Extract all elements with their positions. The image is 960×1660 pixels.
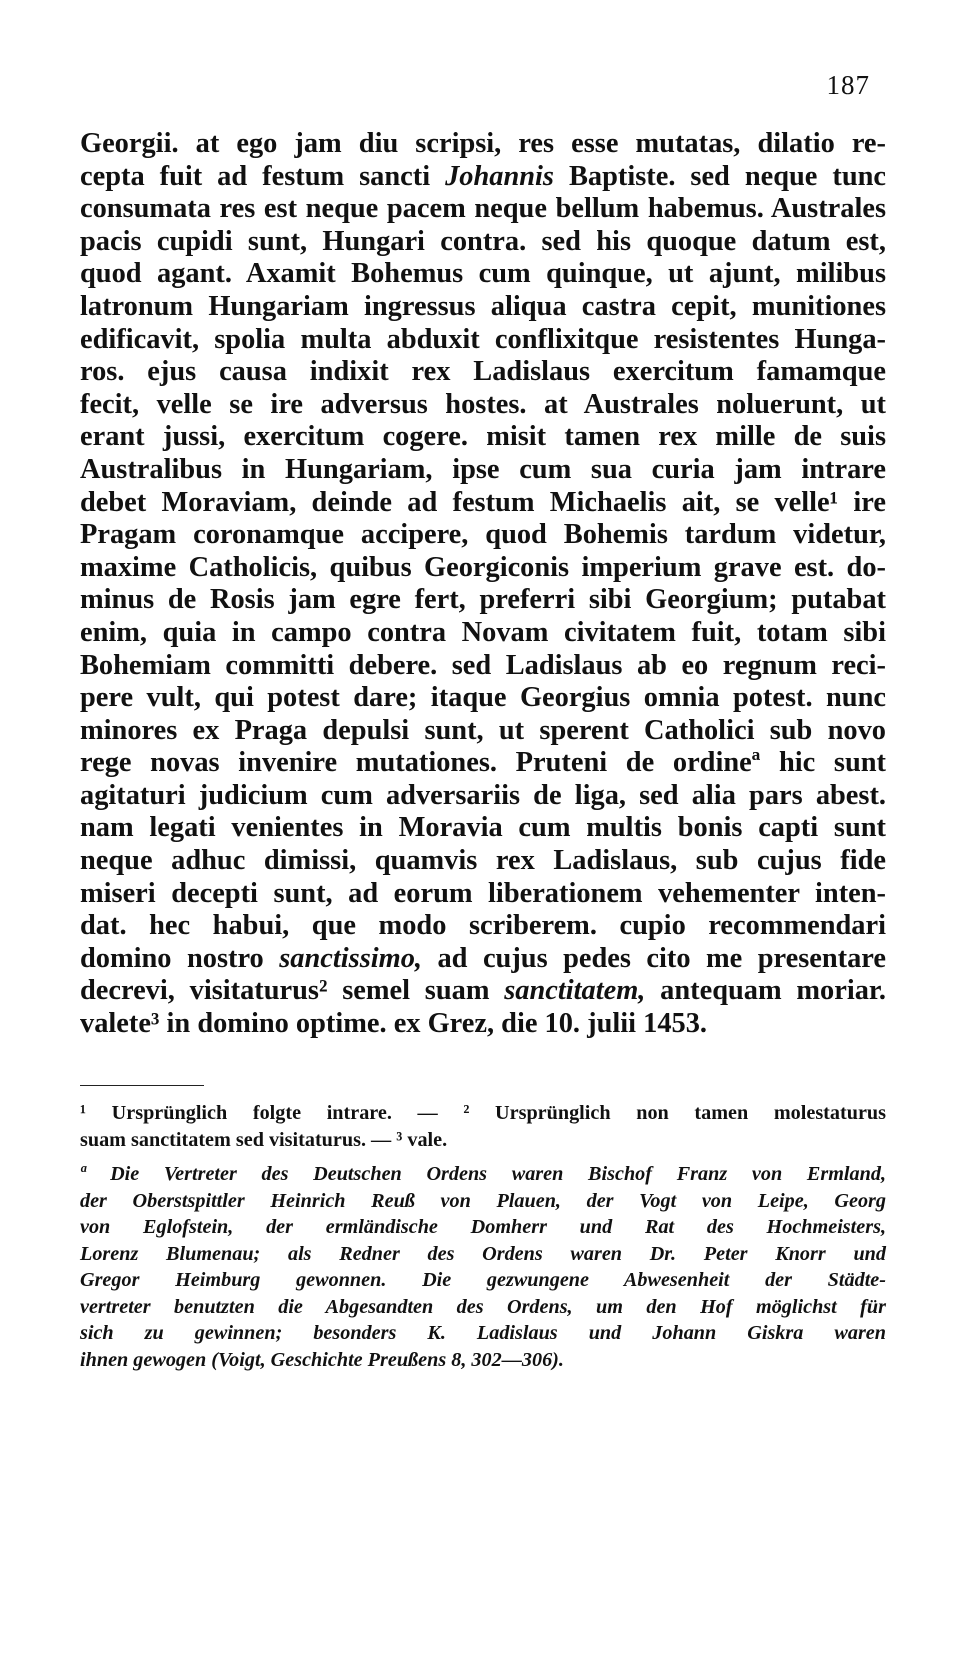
body-line: Pragam coronamque accipere, quod Bohemis tardum videtur, [80,519,886,551]
body-line: pacis cupidi sunt, Hungari contra. sed his quoque datum est, [80,225,886,257]
footnote-line: ¹ Ursprünglich folgte intrare. — ² Ursprünglich non tamen molestaturus [80,1102,886,1124]
body-line: minus de Rosis jam egre fert, preferri sibi Georgium; putabat [80,584,886,616]
body-line: valete³ in domino optime. ex Grez, die 10. julii 1453. [80,1008,708,1040]
body-line: latronum Hungariam ingressus aliqua castra cepit, munitiones [80,290,886,322]
footnote-line: Gregor Heimburg gewonnen. Die gezwungene Abwesenheit der Städte- [80,1269,886,1291]
body-line: debet Moraviam, deinde ad festum Michaelis ait, se velle¹ ire [80,486,886,518]
body-line: cepta fuit ad festum sancti Johannis Baptiste. sed neque tunc [80,160,886,192]
body-line: edificavit, spolia multa abduxit conflixitque resistentes Hunga- [80,323,886,355]
body-line: rege novas invenire mutationes. Pruteni de ordineª hic sunt [80,747,886,779]
footnote-line: sich zu gewinnen; besonders K. Ladislaus und Johann Giskra waren [80,1322,886,1344]
footnote-line: von Eglofstein, der ermländische Domherr und Rat des Hochmeisters, [80,1216,886,1238]
footnote-line: Lorenz Blumenau; als Redner des Ordens waren Dr. Peter Knorr und [80,1242,886,1265]
body-line: consumata res est neque pacem neque bellum habemus. Australes [80,193,886,225]
footnote-divider [80,1085,204,1086]
footnote-line: ihnen gewogen (Voigt, Geschichte Preußens 8, 302—306). [80,1348,564,1371]
body-line: ros. ejus causa indixit rex Ladislaus exercitum famamque [80,356,886,388]
body-line: miseri decepti sunt, ad eorum liberationem vehementer inten- [80,877,886,909]
body-line: domino nostro sanctissimo, ad cujus pedes cito me presentare [80,942,886,974]
lettered-footnote [80,1161,886,1373]
footnote-line: vertreter benutzten die Abgesandten des Ordens, um den Hof möglichst für [80,1295,886,1318]
page-number: 187 [826,70,870,100]
body-line: maxime Catholicis, quibus Georgiconis imperium grave est. do- [80,551,886,583]
body-line: fecit, velle se ire adversus hostes. at Australes noluerunt, ut [80,388,886,420]
body-line: nam legati venientes in Moravia cum multis bonis capti sunt [80,812,886,844]
footnotes [80,1100,886,1381]
body-line: minores ex Praga depulsi sunt, ut sperent Catholici sub novo [80,714,886,746]
body-line: quod agant. Axamit Bohemus cum quinque, ut ajunt, milibus [80,258,886,290]
body-line: erant jussi, exercitum cogere. misit tamen rex mille de suis [80,421,886,453]
body-line: Australibus in Hungariam, ipse cum sua curia jam intrare [80,453,886,485]
body-line: agitaturi judicium cum adversariis de liga, sed alia pars abest. [80,779,886,811]
body-line: Georgii. at ego jam diu scripsi, res esse mutatas, dilatio re- [80,128,886,159]
body-line: dat. hec habui, que modo scriberem. cupio recommendari [80,910,886,942]
body-text [80,128,886,1041]
body-line: Bohemiam committi debere. sed Ladislaus ab eo regnum reci- [80,649,886,681]
body-line: enim, quia in campo contra Novam civitatem fuit, totam sibi [80,616,886,648]
numbered-footnotes [80,1100,886,1153]
footnote-line: der Oberstspittler Heinrich Reuß von Plauen, der Vogt von Leipe, Georg [80,1189,886,1212]
body-line: pere vult, qui potest dare; itaque Georgius omnia potest. nunc [80,682,886,714]
footnote-line: ª Die Vertreter des Deutschen Ordens waren Bischof Franz von Ermland, [80,1163,886,1185]
footnote-line: suam sanctitatem sed visitaturus. — ³ vale. [80,1128,448,1151]
body-line: decrevi, visitaturus² semel suam sanctitatem, antequam moriar. [80,975,887,1007]
body-line: neque adhuc dimissi, quamvis rex Ladislaus, sub cujus fide [80,845,886,877]
